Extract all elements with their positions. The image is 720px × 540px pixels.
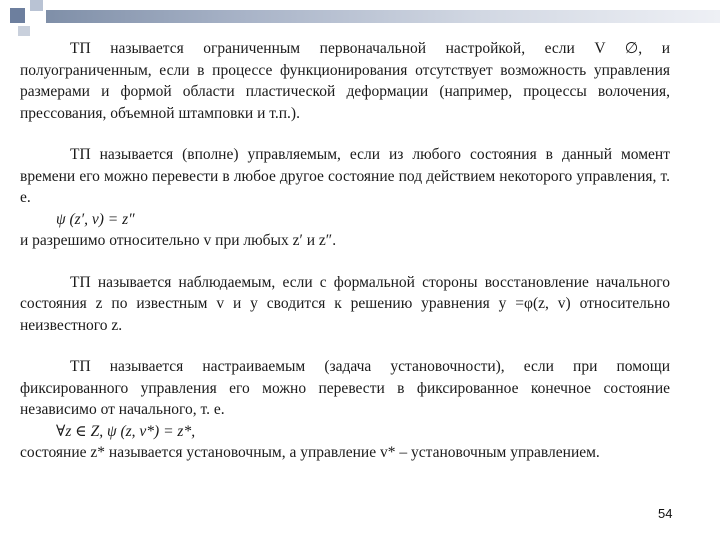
paragraph-tunable-cont: состояние z* называется установочным, а управление v* – установочным управлением. [20,444,600,461]
paragraph-controllable: ТП называется (вполне) управляемым, если из любого состояния в данный момент времени его можно перевести в любое другое состояние под действием некоторого управления, т. е. [20,146,670,206]
paragraph-controllable-cont: и разрешимо относительно v при любых z′ и z″. [20,232,337,249]
paragraph-limited: ТП называется ограниченным первоначальной настройкой, если V ∅, и полуограниченным, если в процессе функционирования отсутствует возможность управления размерами и формой области пластической деформации (например, процессы волочения, прессования, объемной штамповки и т.п.). [20,40,670,122]
slide-body [20,38,670,464]
paragraph-observable: ТП называется наблюдаемым, если с формальной стороны восстановление начального состояния z по известным v и y сводится к решению уравнения y =φ(z, v) относительно неизвестного z. [20,273,670,334]
paragraph-tunable: ТП называется настраиваемым (задача установочности), если при помощи фиксированного управления его можно перевести в фиксированное конечное состояние независимо от начального, т. е. [20,358,670,418]
page-number: 54 [658,506,673,521]
decor-square [10,8,25,23]
formula-controllable: ψ (z′, v) = z″ [56,210,135,228]
formula-tunable: ∀z ∈ Z, ψ (z, v*) = z*, [56,422,196,440]
title-decoration [0,0,720,32]
decor-square [30,0,43,11]
decor-square [18,26,30,36]
gradient-bar [46,10,720,23]
